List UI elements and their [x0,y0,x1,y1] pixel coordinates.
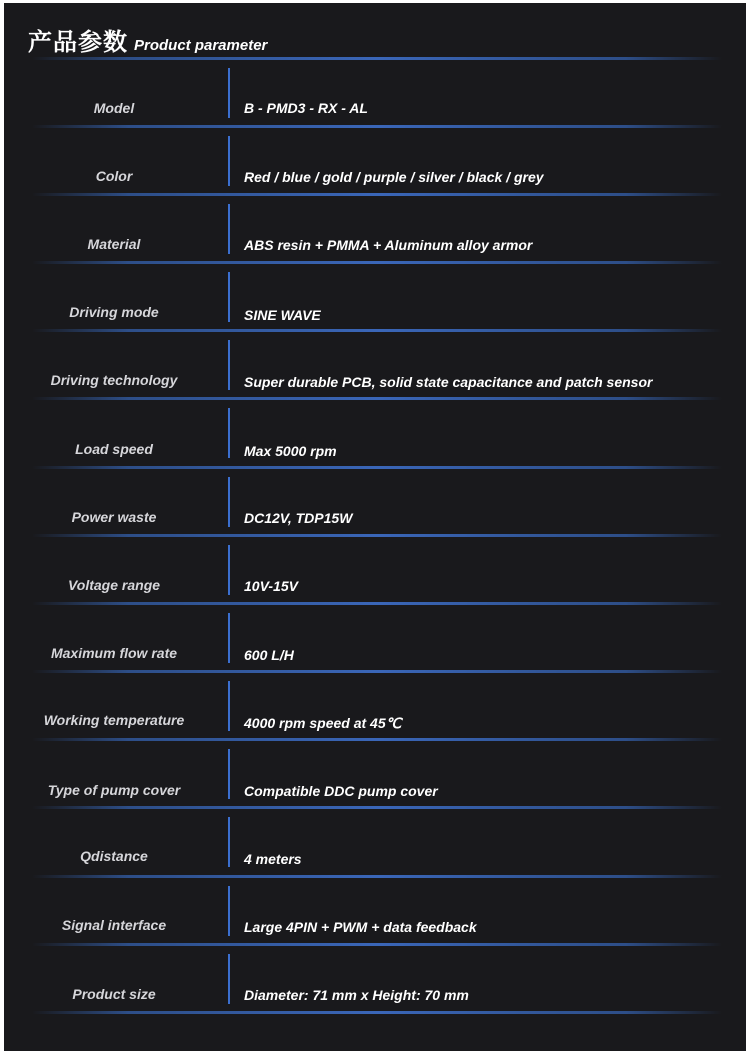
spec-value-max-flow-rate: 600 L/H [244,647,294,663]
spec-label-model: Model [93,100,135,116]
spec-panel [4,3,746,1051]
spec-label-signal-interface: Signal interface [61,917,167,933]
spec-label-color: Color [95,168,133,184]
page-title [28,22,267,54]
row-divider [32,329,722,332]
row-divider-vertical [228,613,230,663]
spec-value-model: B - PMD3 - RX - AL [244,100,368,116]
spec-value-material: ABS resin + PMMA + Aluminum alloy armor [244,237,533,253]
spec-label-product-size: Product size [72,986,156,1002]
spec-value-working-temperature: 4000 rpm speed at 45℃ [244,715,402,731]
title-chinese: 产品参数 [28,28,128,56]
row-divider [32,602,722,605]
row-divider-vertical [228,817,230,867]
row-divider [32,943,722,946]
spec-value-load-speed: Max 5000 rpm [244,443,337,459]
spec-label-max-flow-rate: Maximum flow rate [50,645,178,661]
spec-value-signal-interface: Large 4PIN + PWM + data feedback [244,919,477,935]
row-divider-vertical [228,340,230,390]
row-divider-vertical [228,408,230,458]
row-divider [32,670,722,673]
spec-value-color: Red / blue / gold / purple / silver / black / grey [244,169,544,185]
row-divider [32,193,722,196]
row-divider [32,466,722,469]
spec-value-pump-cover: Compatible DDC pump cover [244,783,438,799]
title-english: Product parameter [134,37,268,54]
spec-label-working-temperature: Working temperature [43,712,185,728]
spec-value-driving-technology: Super durable PCB, solid state capacitance and patch sensor [244,374,653,390]
row-divider [32,397,722,400]
spec-label-pump-cover: Type of pump cover [47,782,181,798]
row-divider [32,738,722,741]
row-divider-vertical [228,886,230,936]
row-divider [32,875,722,878]
row-divider-vertical [228,477,230,527]
row-divider [32,261,722,264]
row-divider-vertical [228,68,230,118]
row-divider [32,534,722,537]
spec-label-voltage-range: Voltage range [67,577,161,593]
spec-label-driving-technology: Driving technology [50,372,178,388]
spec-value-qdistance: 4 meters [244,851,302,867]
row-divider-vertical [228,749,230,799]
row-divider-vertical [228,136,230,186]
spec-value-power-waste: DC12V, TDP15W [244,510,353,526]
spec-value-driving-mode: SINE WAVE [244,307,321,323]
row-divider [32,806,722,809]
spec-label-power-waste: Power waste [71,509,157,525]
spec-label-qdistance: Qdistance [80,848,148,864]
row-divider-vertical [228,954,230,1004]
row-divider [32,125,722,128]
row-divider-vertical [228,204,230,254]
header-divider [32,57,722,60]
row-divider-vertical [228,545,230,595]
spec-value-product-size: Diameter: 71 mm x Height: 70 mm [244,987,469,1003]
spec-label-material: Material [87,236,141,252]
row-divider-vertical [228,681,230,731]
row-divider [32,1011,722,1014]
spec-label-driving-mode: Driving mode [69,304,159,320]
spec-value-voltage-range: 10V-15V [244,578,298,594]
spec-label-load-speed: Load speed [75,441,153,457]
row-divider-vertical [228,272,230,322]
